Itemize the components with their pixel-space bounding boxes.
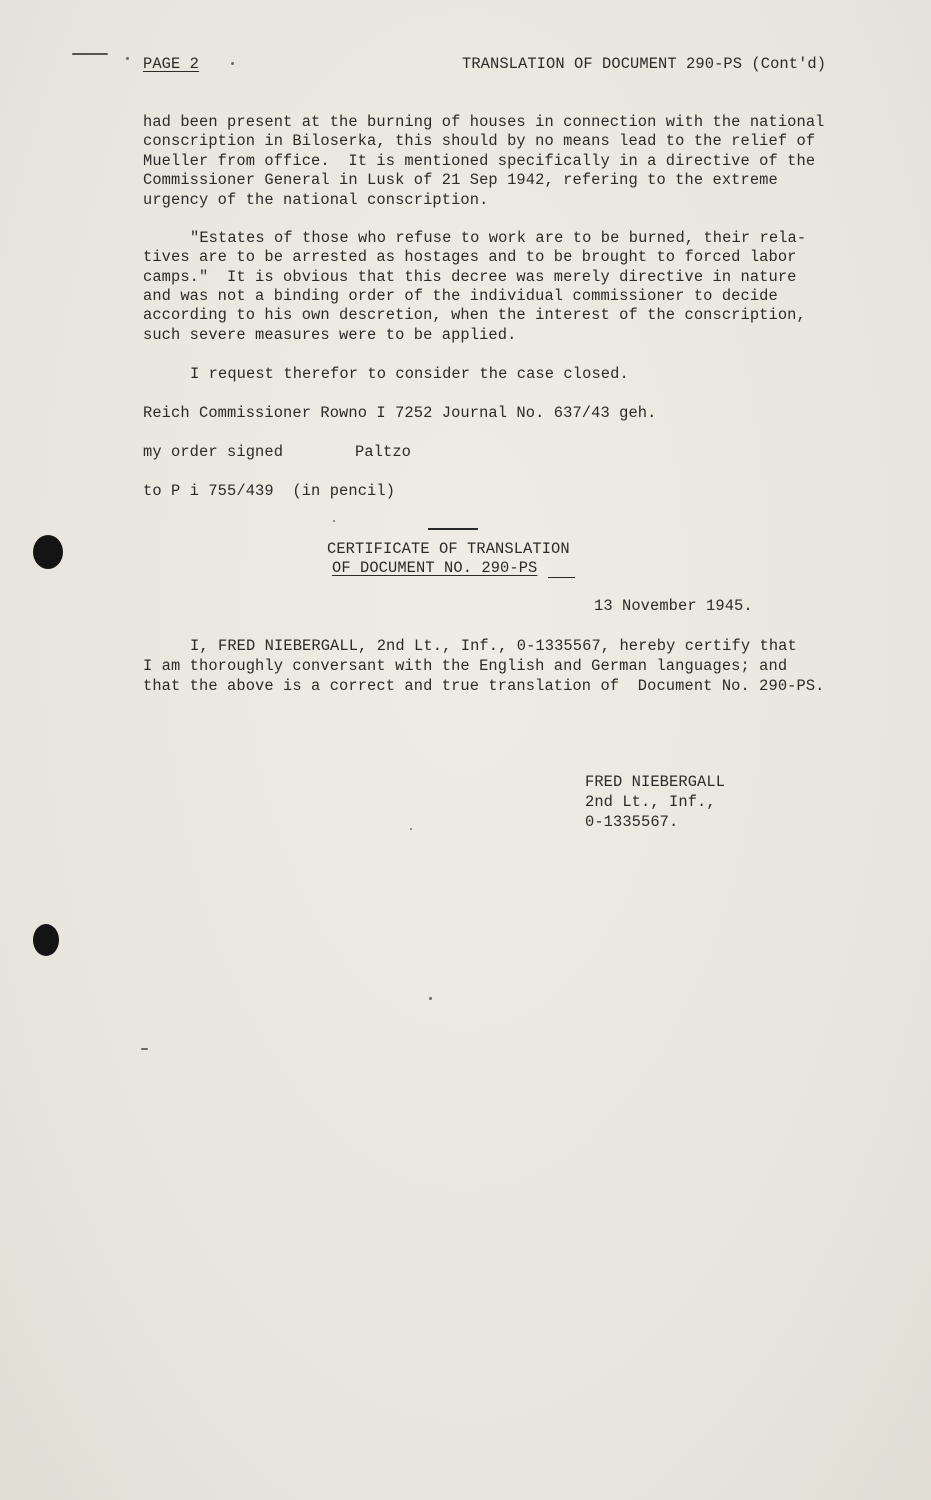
pencil-note: to P i 755/439 (in pencil) xyxy=(143,482,396,500)
signature-name: FRED NIEBERGALL xyxy=(585,773,726,791)
text-line: camps." It is obvious that this decree was merely directive in nature xyxy=(143,268,797,286)
page-label: PAGE 2 xyxy=(143,55,200,73)
ink-mark xyxy=(141,1048,148,1050)
text-line: had been present at the burning of houses in connection with the national xyxy=(143,113,825,131)
ink-speck xyxy=(126,57,129,60)
text-line: that the above is a correct and true translation of Document No. 290-PS. xyxy=(143,677,825,695)
text-line: I am thoroughly conversant with the English and German languages; and xyxy=(143,657,788,675)
text-line: I, FRED NIEBERGALL, 2nd Lt., Inf., 0-1335567, hereby certify that xyxy=(190,637,797,655)
text-line: according to his own descretion, when the interest of the conscription, xyxy=(143,306,806,324)
text-line: and was not a binding order of the individual commissioner to decide xyxy=(143,287,778,305)
text-line: conscription in Biloserka, this should by no means lead to the relief of xyxy=(143,132,816,150)
text-line: such severe measures were to be applied. xyxy=(143,326,517,344)
ink-speck xyxy=(333,520,335,522)
text-line: tives are to be arrested as hostages and to be brought to forced labor xyxy=(143,248,797,266)
punch-hole-bottom xyxy=(33,924,59,956)
certificate-date: 13 November 1945. xyxy=(594,597,753,615)
ink-speck xyxy=(231,62,234,65)
header-title: TRANSLATION OF DOCUMENT 290-PS (Cont'd) xyxy=(462,55,827,73)
signature-rank: 2nd Lt., Inf., xyxy=(585,793,716,811)
certificate-underline-extension xyxy=(548,577,575,578)
ink-speck xyxy=(429,997,432,1000)
order-signed-label: my order signed xyxy=(143,443,284,461)
order-signer: Paltzo xyxy=(355,443,412,461)
text-line: "Estates of those who refuse to work are to be burned, their rela- xyxy=(190,229,807,247)
certificate-title: CERTIFICATE OF TRANSLATION xyxy=(327,540,570,558)
text-line: Commissioner General in Lusk of 21 Sep 1942, refering to the extreme xyxy=(143,171,778,189)
section-divider xyxy=(428,528,478,530)
text-line: urgency of the national conscription. xyxy=(143,191,489,209)
request-line: I request therefor to consider the case closed. xyxy=(190,365,629,383)
text-line: Mueller from office. It is mentioned specifically in a directive of the xyxy=(143,152,816,170)
ink-mark xyxy=(72,53,108,55)
ink-speck xyxy=(410,828,412,830)
reference-line: Reich Commissioner Rowno I 7252 Journal No. 637/43 geh. xyxy=(143,404,657,422)
signature-serial: 0-1335567. xyxy=(585,813,679,831)
certificate-subtitle: OF DOCUMENT NO. 290-PS xyxy=(332,559,538,577)
punch-hole-top xyxy=(33,535,63,569)
